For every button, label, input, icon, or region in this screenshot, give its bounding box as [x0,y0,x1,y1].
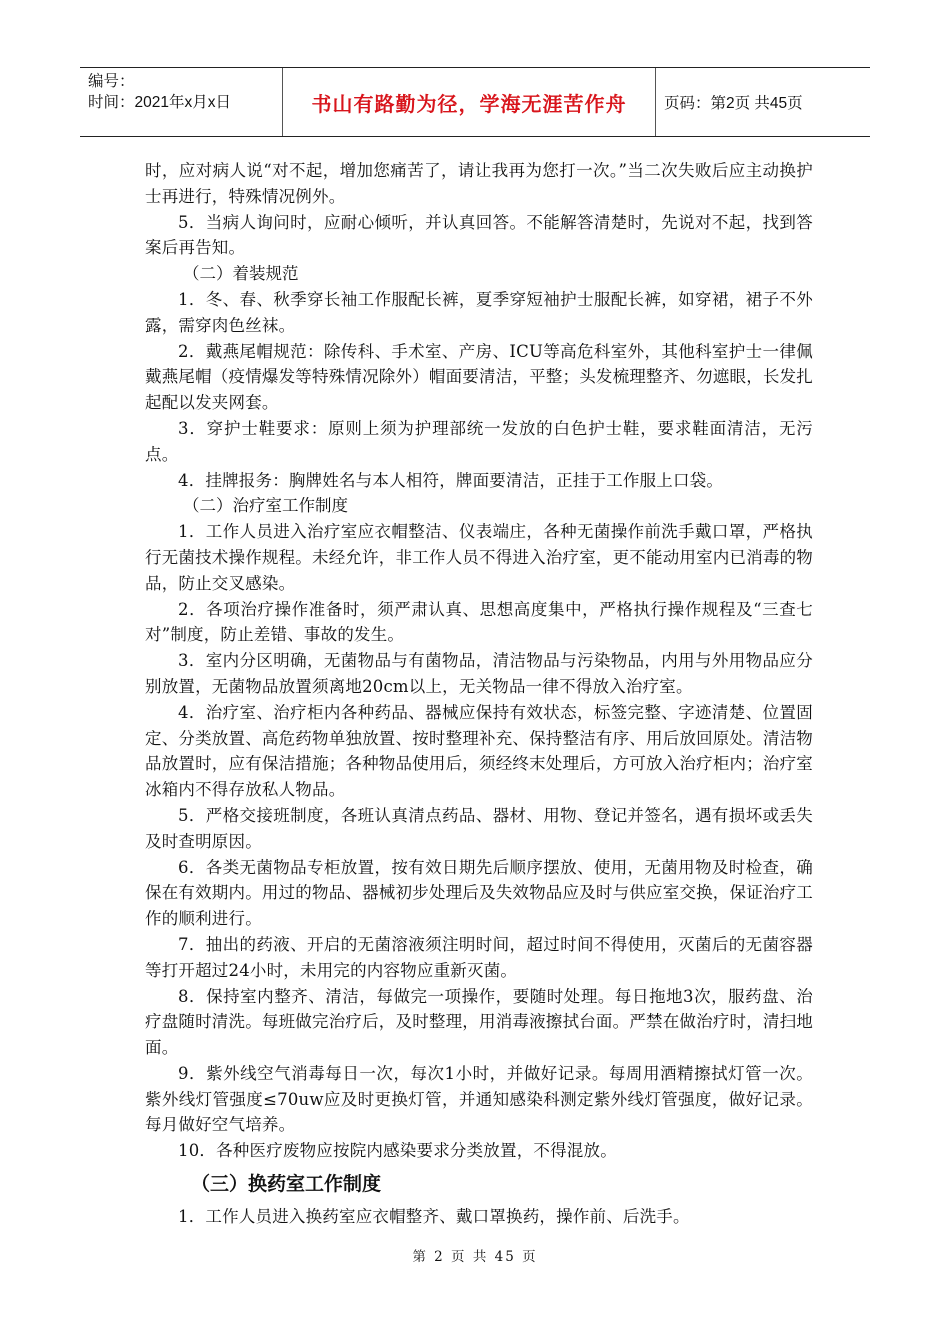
body-paragraph: 3．穿护士鞋要求：原则上须为护理部统一发放的白色护士鞋，要求鞋面清洁，无污点。 [145,418,813,464]
header-meta [80,68,282,136]
body-paragraph: 2．各项治疗操作准备时，须严肃认真、思想高度集中，严格执行操作规程及“三查七对”制度，防止差错、事故的发生。 [145,599,813,645]
body-paragraph: 9．紫外线空气消毒每日一次，每次1小时，并做好记录。每周用酒精擦拭灯管一次。紫外线灯管强度≤70uw应及时更换灯管，并通知感染科测定紫外线灯管强度，做好记录。每月做好空气培养。 [145,1063,813,1135]
body-paragraph: 时，应对病人说“对不起，增加您痛苦了，请让我再为您打一次。”当二次失败后应主动换护士再进行，特殊情况例外。 [145,161,813,206]
page-footer: 第 2 页 共 45 页 [412,1249,538,1265]
subsection-heading: （二）治疗室工作制度 [182,496,348,516]
body-paragraph: 10．各种医疗废物应按院内感染要求分类放置，不得混放。 [178,1141,617,1161]
document-number-label: 编号： [88,73,135,90]
body-paragraph: 4．治疗室、治疗柜内各种药品、器械应保持有效状态，标签完整、字迹清楚、位置固定、分类放置、高危药物单独放置、按时整理补充、保持整洁有序、用后放回原处。清洁物品放置时，应有保洁措施；各种物品使用后，须经终末处理后，方可放入治疗柜内；治疗室冰箱内不得存放私人物品。 [145,702,813,800]
header-page-info [656,68,870,136]
section-heading: （三）换药室工作制度 [191,1173,382,1196]
body-paragraph: 8．保持室内整齐、清洁，每做完一项操作，要随时处理。每日拖地3次，服药盘、治疗盘随时清洗。每班做完治疗后，及时整理，用消毒液擦拭台面。严禁在做治疗时，清扫地面。 [145,986,813,1058]
document-date: 时间：2021年x月x日 [88,94,231,111]
body-paragraph: 2．戴燕尾帽规范：除传科、手术室、产房、ICU等高危科室外，其他科室护士一律佩戴燕尾帽（疫情爆发等特殊情况除外）帽面要清洁，平整；头发梳理整齐、勿遮眼，长发扎起配以发夹网套。 [145,341,813,413]
subsection-heading: （二）着装规范 [182,264,299,284]
body-paragraph: 6．各类无菌物品专柜放置，按有效日期先后顺序摆放、使用，无菌用物及时检查，确保在有效期内。用过的物品、器械初步处理后及失效物品应及时与供应室交换，保证治疗工作的顺利进行。 [145,857,813,929]
page-header [80,67,870,137]
body-paragraph: 4．挂牌报务：胸牌姓名与本人相符，牌面要清洁，正挂于工作服上口袋。 [178,470,724,490]
body-paragraph: 1．工作人员进入换药室应衣帽整齐、戴口罩换药，操作前、后洗手。 [178,1207,690,1227]
body-paragraph: 7．抽出的药液、开启的无菌溶液须注明时间，超过时间不得使用，灭菌后的无菌容器等打开超过24小时，未用完的内容物应重新灭菌。 [145,934,813,980]
body-paragraph: 1．工作人员进入治疗室应衣帽整洁、仪表端庄，各种无菌操作前洗手戴口罩，严格执行无菌技术操作规程。未经允许，非工作人员不得进入治疗室，更不能动用室内已消毒的物品，防止交叉感染。 [145,522,813,593]
body-paragraph: 5．当病人询问时，应耐心倾听，并认真回答。不能解答清楚时，先说对不起，找到答案后再告知。 [145,212,813,258]
header-motto-cell [282,68,656,136]
body-paragraph: 5．严格交接班制度，各班认真清点药品、器材、用物、登记并签名，遇有损坏或丢失及时查明原因。 [145,805,813,851]
body-paragraph: 3．室内分区明确，无菌物品与有菌物品，清洁物品与污染物品，内用与外用物品应分别放置，无菌物品放置须离地20cm以上，无关物品一律不得放入治疗室。 [145,651,813,696]
document-body [145,158,813,1230]
body-paragraph: 1．冬、春、秋季穿长袖工作服配长裤，夏季穿短袖护士服配长裤，如穿裙，裙子不外露，需穿肉色丝袜。 [145,289,813,335]
page-info: 页码：第2页 共45页 [664,95,803,112]
motto: 书山有路勤为径，学海无涯苦作舟 [311,91,627,116]
